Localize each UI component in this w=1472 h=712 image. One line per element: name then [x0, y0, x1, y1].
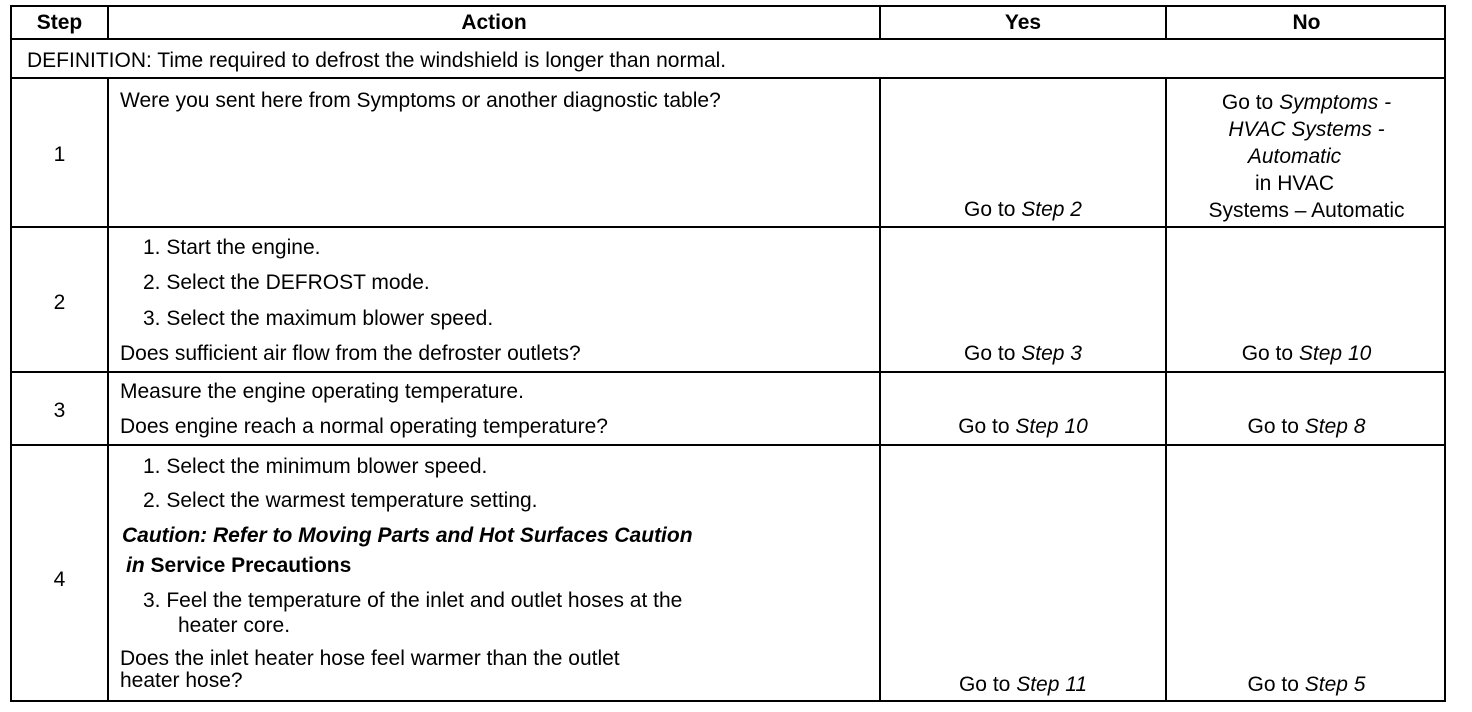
go-to-text: Go to — [964, 342, 1016, 365]
diagnostic-table — [10, 5, 1446, 702]
action-question: Does engine reach a normal operating temperature? — [120, 415, 608, 438]
row-1-divider — [12, 226, 1444, 228]
action-item: 2. Select the DEFROST mode. — [143, 271, 430, 294]
step-number: 1 — [53, 143, 66, 166]
no-text: Systems – Automatic — [1208, 199, 1405, 222]
go-to-text: Go to — [1247, 673, 1299, 696]
step-link[interactable]: Step 10 — [1015, 415, 1088, 438]
col-divider-step — [107, 77, 109, 700]
symptoms-link[interactable]: HVAC Systems - — [1228, 118, 1385, 141]
action-question — [120, 648, 620, 692]
service-precautions-link[interactable]: Service Precautions — [150, 554, 352, 577]
col-divider-action — [879, 77, 881, 700]
action-item: 2. Select the warmest temperature setting. — [143, 489, 538, 512]
go-to-text: Go to — [958, 415, 1010, 438]
action-item: 1. Start the engine. — [143, 236, 321, 259]
action-instruction: Measure the engine operating temperature. — [120, 380, 524, 403]
step-number: 2 — [53, 291, 66, 314]
row-2-divider — [12, 371, 1444, 373]
question-line: Does the inlet heater hose feel warmer than the outlet — [120, 647, 620, 670]
step-link[interactable]: Step 10 — [1298, 342, 1372, 365]
go-to-text: Go to — [1241, 342, 1294, 365]
no-line-1 — [1167, 89, 1446, 116]
go-to-text: Go to — [958, 673, 1011, 696]
step-link[interactable]: Step 8 — [1304, 415, 1366, 438]
no-outcome — [1167, 89, 1446, 224]
step-link[interactable]: Step 3 — [1021, 342, 1082, 365]
caution-in-text: in — [126, 554, 145, 577]
header-divider — [12, 38, 1444, 40]
header-step: Step — [36, 11, 83, 34]
step-number: 4 — [53, 568, 66, 591]
no-outcome — [1167, 673, 1446, 697]
action-question: Does sufficient air flow from the defroster outlets? — [120, 342, 581, 365]
caution-reference — [126, 554, 351, 578]
question-line: heater hose? — [120, 669, 243, 692]
go-to-text: Go to — [964, 198, 1016, 221]
step-link[interactable]: Step 5 — [1304, 673, 1366, 696]
step-link[interactable]: Step 2 — [1021, 198, 1082, 221]
header-yes: Yes — [1004, 11, 1042, 34]
no-line-3 — [1167, 143, 1446, 170]
no-outcome — [1167, 415, 1446, 439]
yes-outcome — [881, 198, 1165, 222]
no-line-5 — [1167, 197, 1446, 224]
yes-outcome — [881, 415, 1165, 439]
caution-line: Caution: Refer to Moving Parts and Hot Surfaces Caution — [122, 524, 693, 547]
action-item: 1. Select the minimum blower speed. — [143, 455, 488, 478]
action-item: 3. Feel the temperature of the inlet and outlet hoses at the — [143, 589, 683, 612]
row-3-divider — [12, 444, 1444, 446]
action-question: Were you sent here from Symptoms or another diagnostic table? — [120, 89, 721, 112]
go-to-text: Go to — [1247, 415, 1299, 438]
symptoms-link[interactable]: Symptoms - — [1279, 91, 1392, 114]
header-action: Action — [461, 11, 527, 34]
step-link[interactable]: Step 11 — [1016, 673, 1088, 696]
no-line-2 — [1167, 116, 1446, 143]
symptoms-link[interactable]: Automatic — [1247, 145, 1342, 168]
action-item-continued: heater core. — [178, 614, 291, 637]
step-number: 3 — [53, 399, 66, 422]
go-to-text: Go to — [1221, 91, 1274, 114]
no-outcome — [1167, 342, 1446, 366]
header-no: No — [1292, 11, 1321, 34]
action-item: 3. Select the maximum blower speed. — [143, 307, 494, 330]
no-text: in HVAC — [1255, 172, 1334, 195]
yes-outcome — [881, 342, 1165, 366]
definition-text: DEFINITION: Time required to defrost the windshield is longer than normal. — [27, 49, 727, 72]
no-line-4 — [1167, 170, 1446, 197]
yes-outcome — [881, 673, 1165, 697]
definition-divider — [12, 77, 1444, 79]
